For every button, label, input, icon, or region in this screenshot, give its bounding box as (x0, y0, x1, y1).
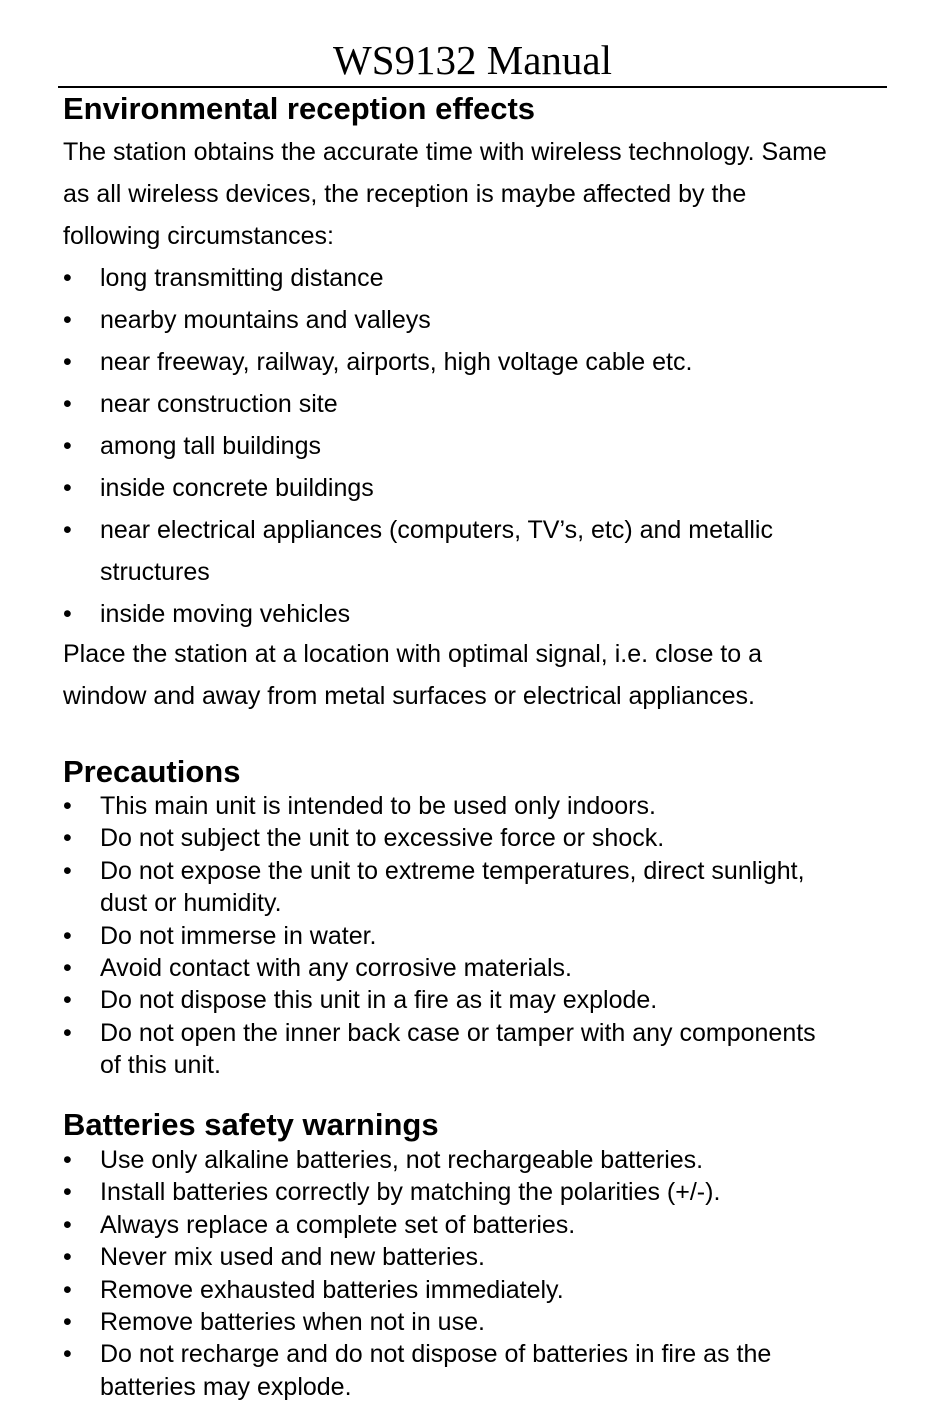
list-item (0, 593, 900, 635)
bullet-icon: • (63, 1340, 72, 1369)
list-item (0, 855, 900, 920)
list-item-text: among tall buildings (100, 432, 321, 460)
list-item-text: near construction site (100, 390, 338, 418)
list-item (0, 1209, 900, 1241)
bullet-icon: • (63, 1308, 72, 1337)
list-item (0, 822, 900, 854)
bullet-icon: • (63, 1018, 72, 1047)
list-item (0, 257, 900, 299)
bullet-icon: • (63, 516, 72, 544)
list-item-text: This main unit is intended to be used only indoors. (100, 792, 656, 820)
bullet-icon: • (63, 856, 72, 885)
section-heading-environment: Environmental reception effects (63, 91, 536, 126)
list-item-text: inside concrete buildings (100, 474, 374, 502)
list-item (0, 509, 900, 593)
bullet-icon: • (63, 921, 72, 950)
list-item-text: near electrical appliances (computers, TV’s, etc) and metallic (100, 516, 773, 544)
bullet-icon: • (63, 954, 72, 983)
section-heading-precautions: Precautions (63, 754, 241, 789)
list-item-text: Remove batteries when not in use. (100, 1308, 485, 1337)
list-item (0, 1144, 900, 1176)
bullet-icon: • (63, 474, 72, 502)
environment-closing-line: window and away from metal surfaces or electrical appliances. (63, 682, 755, 710)
list-item (0, 1306, 900, 1338)
environment-closing (63, 633, 893, 717)
bullet-icon: • (63, 264, 72, 292)
list-item (0, 1241, 900, 1273)
list-item-text: Do not immerse in water. (100, 921, 377, 950)
environment-closing-line: Place the station at a location with optimal signal, i.e. close to a (63, 640, 762, 668)
bullet-icon: • (63, 824, 72, 853)
list-item-text: Do not recharge and do not dispose of batteries in fire as the (100, 1340, 772, 1369)
bullet-icon: • (63, 390, 72, 418)
bullet-icon: • (63, 1275, 72, 1304)
section-heading-batteries: Batteries safety warnings (63, 1107, 439, 1142)
environment-intro-line: The station obtains the accurate time with wireless technology. Same (63, 138, 827, 166)
list-item (0, 467, 900, 509)
bullet-icon: • (63, 432, 72, 460)
list-item (0, 790, 900, 822)
bullet-icon: • (63, 986, 72, 1015)
list-item-text-continued: structures (100, 558, 210, 586)
list-item-text: Use only alkaline batteries, not rechargeable batteries. (100, 1146, 704, 1174)
list-item (0, 1274, 900, 1306)
list-item (0, 383, 900, 425)
list-item (0, 1017, 900, 1082)
list-item-text: near freeway, railway, airports, high voltage cable etc. (100, 348, 693, 376)
environment-list (0, 257, 900, 635)
list-item-text-continued: dust or humidity. (100, 889, 282, 918)
list-item-text: Avoid contact with any corrosive materials. (100, 954, 572, 983)
bullet-icon: • (63, 1243, 72, 1272)
list-item (0, 920, 900, 952)
list-item-text-continued: batteries may explode. (100, 1372, 352, 1401)
list-item (0, 952, 900, 984)
list-item (0, 1338, 900, 1403)
bullet-icon: • (63, 306, 72, 334)
list-item-text: Always replace a complete set of batteries. (100, 1210, 576, 1239)
list-item-text: Never mix used and new batteries. (100, 1243, 485, 1272)
environment-intro-line: as all wireless devices, the reception is maybe affected by the (63, 180, 747, 208)
list-item (0, 984, 900, 1016)
bullet-icon: • (63, 1210, 72, 1239)
list-item (0, 299, 900, 341)
bullet-icon: • (63, 1146, 72, 1174)
bullet-icon: • (63, 348, 72, 376)
list-item-text: Do not open the inner back case or tamper with any components (100, 1018, 816, 1047)
list-item (0, 341, 900, 383)
list-item-text: long transmitting distance (100, 264, 384, 292)
bullet-icon: • (63, 600, 72, 628)
list-item-text: Remove exhausted batteries immediately. (100, 1275, 564, 1304)
list-item (0, 425, 900, 467)
precautions-list (0, 790, 900, 1082)
title-divider (58, 86, 887, 88)
list-item-text: Install batteries correctly by matching the polarities (+/-). (100, 1178, 721, 1207)
batteries-list (0, 1144, 900, 1403)
list-item-text-continued: of this unit. (100, 1051, 221, 1080)
list-item (0, 1176, 900, 1208)
list-item-text: nearby mountains and valleys (100, 306, 431, 334)
environment-intro-line: following circumstances: (63, 222, 334, 250)
list-item-text: Do not subject the unit to excessive force or shock. (100, 824, 665, 853)
page-title: WS9132 Manual (333, 37, 612, 83)
bullet-icon: • (63, 1178, 72, 1207)
list-item-text: inside moving vehicles (100, 600, 351, 628)
list-item-text: Do not expose the unit to extreme temperatures, direct sunlight, (100, 856, 805, 885)
bullet-icon: • (63, 792, 72, 820)
environment-intro (63, 131, 893, 257)
list-item-text: Do not dispose this unit in a fire as it may explode. (100, 986, 658, 1015)
